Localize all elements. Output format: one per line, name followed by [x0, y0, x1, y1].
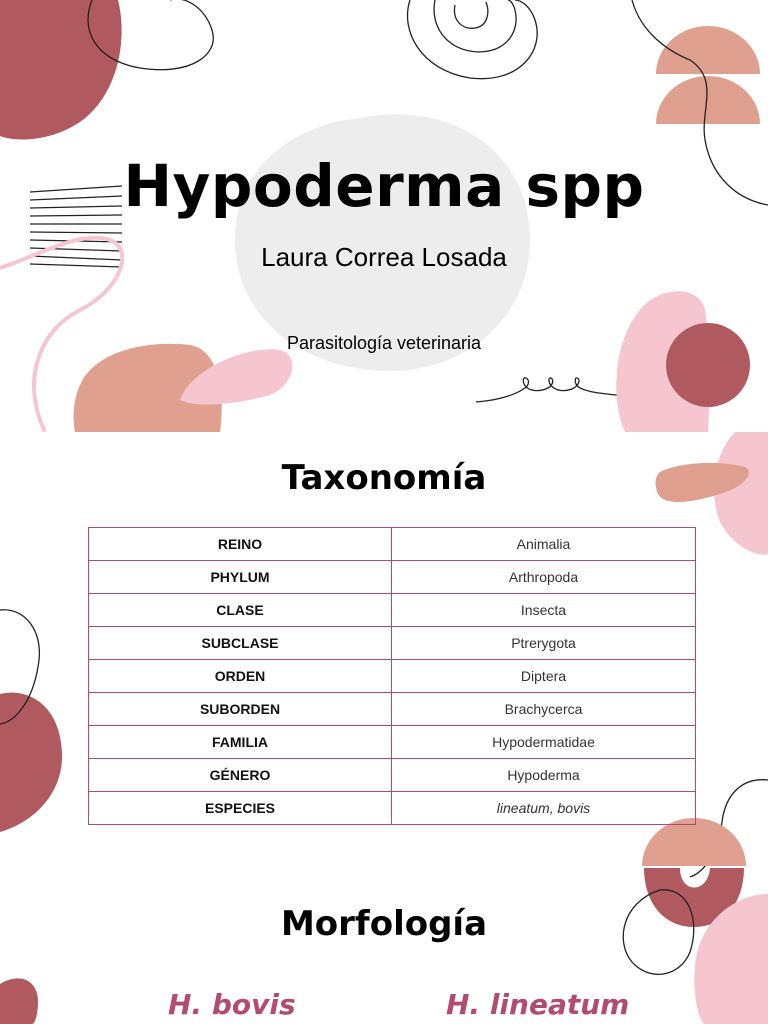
rank-cell: REINO — [89, 528, 392, 561]
value-cell: Hypoderma — [392, 759, 696, 792]
value-cell: Insecta — [392, 594, 696, 627]
salmon-half-bottom — [656, 76, 760, 124]
maroon-blob-bottomleft — [0, 978, 38, 1024]
course-name: Parasitología veterinaria — [286, 333, 482, 353]
table-row — [89, 561, 696, 594]
table-row — [89, 759, 696, 792]
table-row — [89, 660, 696, 693]
value-cell: Hypodermatidae — [392, 726, 696, 759]
salmon-half-lower — [642, 818, 746, 866]
cover-slide — [0, 0, 768, 432]
species-bovis-label: H. bovis — [168, 988, 296, 1021]
table-row — [89, 528, 696, 561]
rank-cell: CLASE — [89, 594, 392, 627]
spiral-outline — [408, 0, 538, 79]
presentation-title: Hypoderma spp — [123, 152, 645, 220]
value-cell: Ptrerygota — [392, 627, 696, 660]
maroon-blob-left — [0, 693, 62, 832]
rank-cell: SUBCLASE — [89, 627, 392, 660]
table-row — [89, 726, 696, 759]
rank-cell: PHYLUM — [89, 561, 392, 594]
author-name: Laura Correa Losada — [261, 242, 507, 272]
species-lineatum-label: H. lineatum — [446, 988, 630, 1021]
table-row — [89, 627, 696, 660]
table-row — [89, 693, 696, 726]
value-cell: Diptera — [392, 660, 696, 693]
value-cell: lineatum, bovis — [392, 792, 696, 825]
table-row — [89, 594, 696, 627]
value-cell: Animalia — [392, 528, 696, 561]
taxonomy-heading: Taxonomía — [281, 458, 487, 498]
morphology-heading: Morfología — [280, 904, 488, 944]
table-row — [89, 792, 696, 825]
taxonomy-slide — [0, 432, 768, 1024]
rank-cell: FAMILIA — [89, 726, 392, 759]
value-cell: Arthropoda — [392, 561, 696, 594]
maroon-blob-topleft — [0, 0, 122, 139]
rank-cell: GÉNERO — [89, 759, 392, 792]
rank-cell: SUBORDEN — [89, 693, 392, 726]
value-cell: Brachycerca — [392, 693, 696, 726]
rank-cell: ESPECIES — [89, 792, 392, 825]
taxonomy-table — [88, 527, 696, 825]
rank-cell: ORDEN — [89, 660, 392, 693]
